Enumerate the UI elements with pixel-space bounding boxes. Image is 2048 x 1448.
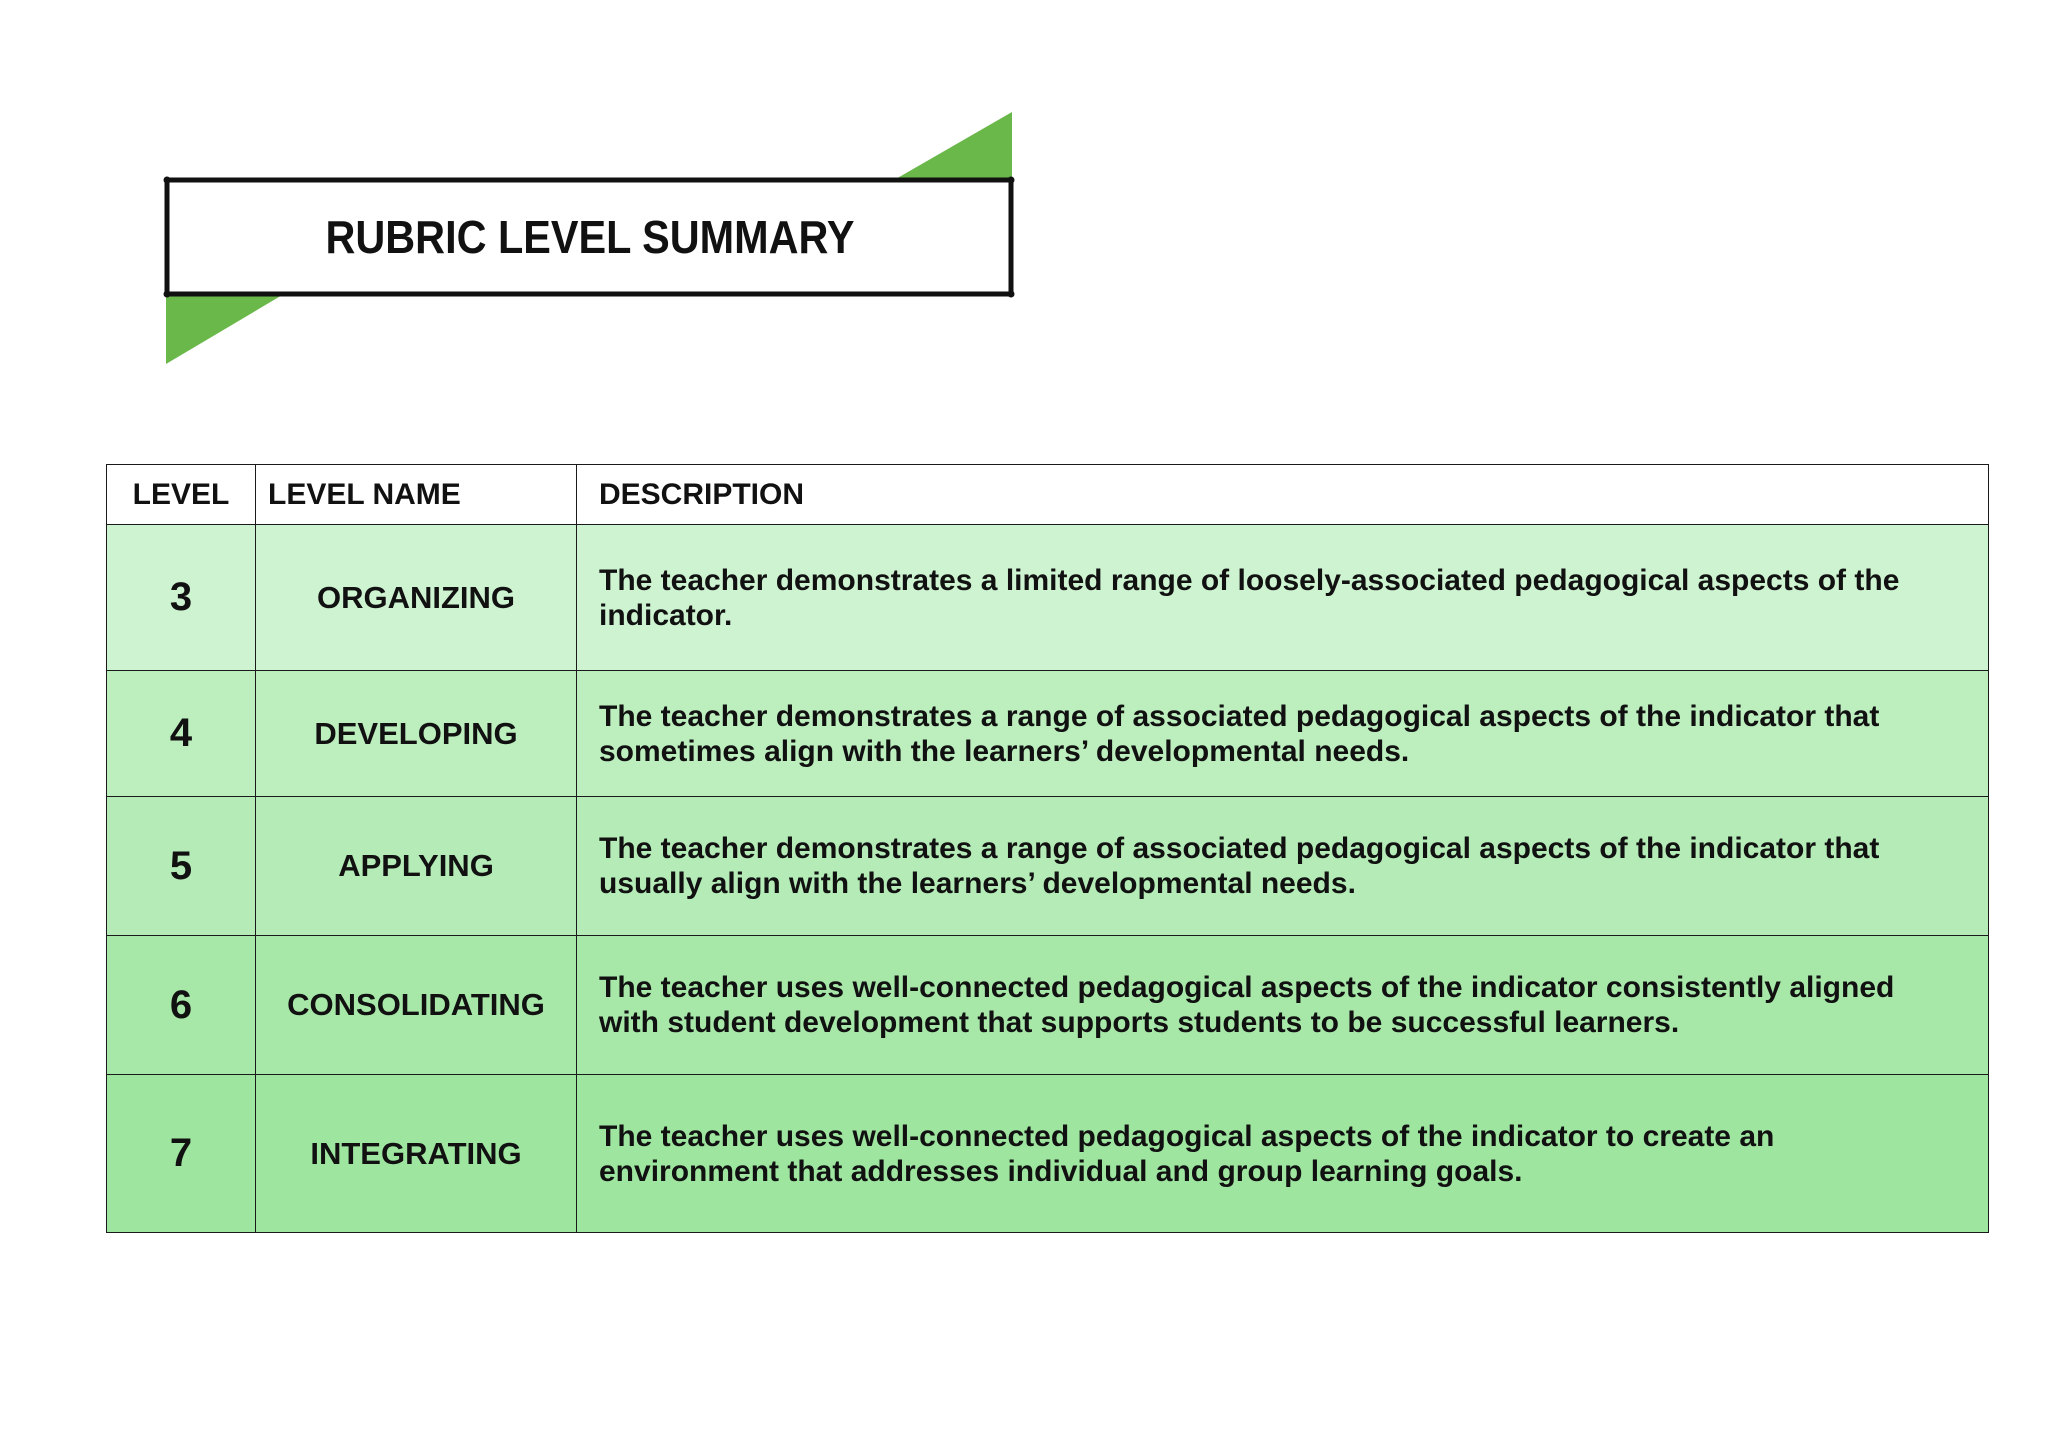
header-level-name: LEVEL NAME xyxy=(256,465,577,525)
table-row xyxy=(107,671,1989,797)
title-banner xyxy=(160,110,1020,370)
rubric-table xyxy=(106,464,1989,1233)
row-level-name: DEVELOPING xyxy=(256,671,577,797)
row-level: 7 xyxy=(107,1075,256,1233)
table-row xyxy=(107,1075,1989,1233)
row-level: 6 xyxy=(107,936,256,1075)
row-level-name: APPLYING xyxy=(256,797,577,936)
row-level: 4 xyxy=(107,671,256,797)
table-row xyxy=(107,936,1989,1075)
page-title: RUBRIC LEVEL SUMMARY xyxy=(325,211,855,263)
row-level-name: CONSOLIDATING xyxy=(256,936,577,1075)
header-level: LEVEL xyxy=(107,465,256,525)
banner-accent-top xyxy=(894,112,1012,180)
row-description: The teacher demonstrates a range of associated pedagogical aspects of the indicator that sometimes align with the learners’ developmental needs. xyxy=(577,671,1989,797)
row-description: The teacher demonstrates a limited range of loosely-associated pedagogical aspects of the indicator. xyxy=(577,525,1989,671)
header-description: DESCRIPTION xyxy=(577,465,1989,525)
row-level: 5 xyxy=(107,797,256,936)
table-header-row xyxy=(107,465,1989,525)
row-level: 3 xyxy=(107,525,256,671)
row-description: The teacher demonstrates a range of associated pedagogical aspects of the indicator that usually align with the learners’ developmental needs. xyxy=(577,797,1989,936)
table-row xyxy=(107,797,1989,936)
row-level-name: ORGANIZING xyxy=(256,525,577,671)
row-description: The teacher uses well-connected pedagogical aspects of the indicator to create an environment that addresses individual and group learning goals. xyxy=(577,1075,1989,1233)
table-row xyxy=(107,525,1989,671)
banner-accent-bottom xyxy=(166,294,284,364)
row-level-name: INTEGRATING xyxy=(256,1075,577,1233)
row-description: The teacher uses well-connected pedagogical aspects of the indicator consistently aligned with student development that supports students to be successful learners. xyxy=(577,936,1989,1075)
